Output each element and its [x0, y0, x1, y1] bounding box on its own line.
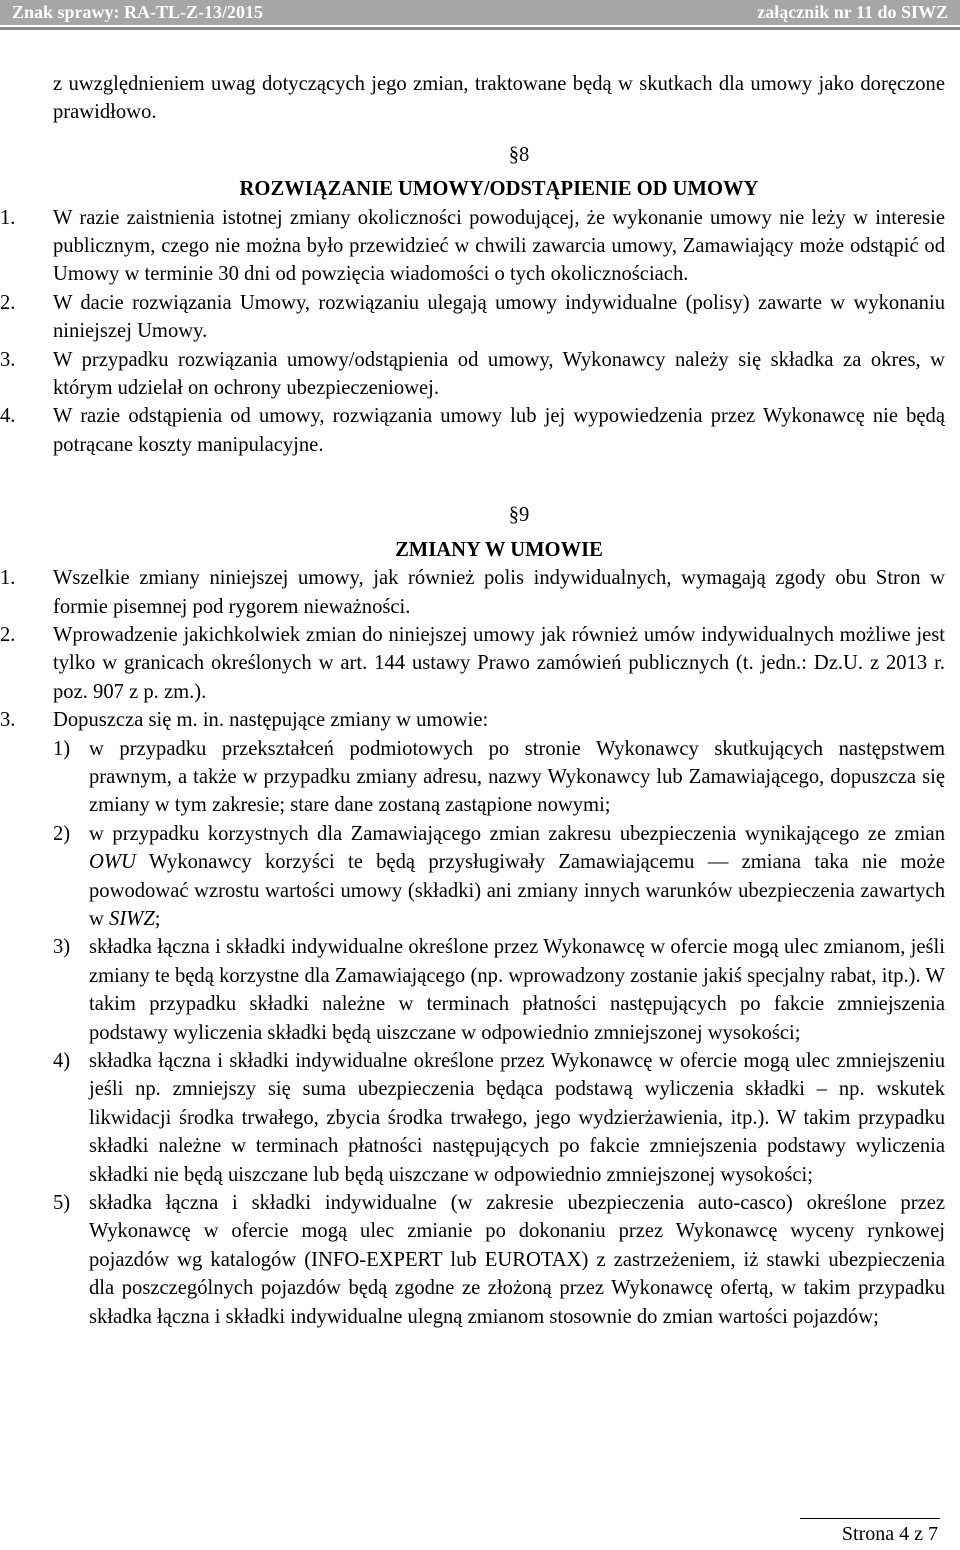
item-number: 1. — [0, 206, 16, 229]
item-number: 2. — [0, 623, 16, 646]
item-number: 4. — [0, 405, 16, 428]
subitem-number: 5) — [53, 1192, 71, 1215]
item-text: Wszelkie zmiany niniejszej umowy, jak również polis indywidualnych, wymagają zgody obu Stron w formie pisemnej pod rygorem nieważności. — [53, 567, 945, 618]
section-8-list — [0, 204, 945, 460]
list-item — [0, 289, 945, 346]
item-number: 2. — [0, 291, 16, 314]
footer-rule — [800, 1518, 940, 1519]
document-body — [0, 70, 945, 1331]
list-item — [0, 621, 945, 706]
subitem-text: składka łączna i składki indywidualne określone przez Wykonawcę w ofercie mogą ulec zmianom, jeśli zmiany te będą korzystne dla Zamawiającego (np. wprowadzony zostanie jakiś specjalny rabat, itp.). W takim przypadku składki należne w terminach płatności następujących po fakcie zmniejszenia podstawy wyliczenia składki będą uiszczane w odpowiednio zmniejszonej wysokości; — [89, 936, 945, 1044]
section-9-number: §9 — [508, 504, 530, 527]
list-item — [0, 402, 945, 459]
case-number: Znak sprawy: RA-TL-Z-13/2015 — [12, 2, 264, 22]
subitem-text: składka łączna i składki indywidualne (w zakresie ubezpieczenia auto-casco) określone przez Wykonawcę w ofercie mogą ulec zmianie po dokonaniu przez Wykonawcę wyceny rynkowej pojazdów wg katalogów (INFO-EXPERT lub EUROTAX) z zastrzeżeniem, iż stawki ubezpieczenia dla poszczególnych pojazdów będą zgodne ze złożoną przez Wykonawcę ofertą, w takim przypadku składka łączna i składki indywidualne ulegną zmianom stosownie do zmian wartości pojazdów; — [89, 1192, 945, 1328]
subitem-text-c: ; — [154, 907, 161, 930]
item-number: 3. — [0, 709, 16, 732]
section-8-title: ROZWIĄZANIE UMOWY/ODSTĄPIENIE OD UMOWY — [239, 178, 759, 201]
item-number: 1. — [0, 567, 16, 590]
siwz-term: SIWZ — [109, 907, 155, 930]
changes-sublist — [53, 735, 945, 1332]
list-item — [0, 706, 945, 1331]
list-item — [0, 346, 945, 403]
sublist-item — [53, 735, 945, 820]
header-rule — [0, 27, 960, 30]
section-9-title: ZMIANY W UMOWIE — [395, 538, 603, 561]
sublist-item — [53, 1047, 945, 1189]
intro-paragraph: z uwzględnieniem uwag dotyczących jego zmian, traktowane będą w skutkach dla umowy jako doręczone prawidłowo. — [53, 73, 945, 124]
subitem-text: składka łączna i składki indywidualne określone przez Wykonawcę w ofercie mogą ulec zmniejszeniu jeśli np. zmniejszy się suma ubezpieczenia będąca podstawą wyliczenia składki – np. wskutek likwidacji środka trwałego, zbycia środka trwałego, jego wydzierżawienia, itp.). W takim przypadku składki należne w terminach płatności następujących po fakcie zmniejszenia podstawy wyliczenia składki nie będą uiszczane lub będą uiszczane w odpowiednio zmniejszonej wysokości; — [89, 1050, 945, 1186]
subitem-number: 1) — [53, 737, 71, 760]
list-item — [0, 204, 945, 289]
sublist-item — [53, 820, 945, 934]
subitem-number: 2) — [53, 822, 71, 845]
attachment-label: załącznik nr 11 do SIWZ — [757, 2, 948, 22]
page-number: Strona 4 z 7 — [841, 1523, 938, 1545]
subitem-text-a: w przypadku korzystnych dla Zamawiającego zmian zakresu ubezpieczenia wynikającego ze zmian — [89, 822, 945, 845]
sublist-item — [53, 1189, 945, 1331]
item-number: 3. — [0, 348, 16, 371]
item-text: W dacie rozwiązania Umowy, rozwiązaniu ulegają umowy indywidualne (polisy) zawarte w wykonaniu niniejszej Umowy. — [53, 291, 945, 343]
item-text: W razie odstąpienia od umowy, rozwiązania umowy lub jej wypowiedzenia przez Wykonawcę nie będą potrącane koszty manipulacyjne. — [53, 405, 945, 456]
subitem-text-b: Wykonawcy korzyści te będą przysługiwały Zamawiającemu — zmiana taka nie może powodować wzrostu wartości umowy (składki) ani zmiany innych warunków ubezpieczenia zawartych w — [89, 851, 945, 930]
subitem-number: 4) — [53, 1050, 71, 1072]
sublist-item — [53, 933, 945, 1047]
owu-term: OWU — [89, 851, 136, 874]
section-8-number: §8 — [508, 143, 530, 166]
page-header — [0, 0, 960, 25]
item-text: Wprowadzenie jakichkolwiek zmian do niniejszej umowy jak również umów indywidualnych możliwe jest tylko w granicach określonych w art. 144 ustawy Prawo zamówień publicznych (t. jedn.: Dz.U. z 2013 r. poz. 907 z p. zm.). — [53, 623, 945, 703]
subitem-number: 3) — [53, 936, 71, 959]
section-9-list — [0, 564, 945, 1331]
item-text: W razie zaistnienia istotnej zmiany okoliczności powodującej, że wykonanie umowy nie leży w interesie publicznym, czego nie można było przewidzieć w chwili zawarcia umowy, Zamawiający może odstąpić od Umowy w terminie 30 dni od powzięcia wiadomości o tych okolicznościach. — [53, 206, 945, 286]
item-text: W przypadku rozwiązania umowy/odstąpienia od umowy, Wykonawcy należy się składka za okres, w którym udzielał on ochrony ubezpieczeniowej. — [53, 348, 945, 400]
subitem-text: w przypadku przekształceń podmiotowych po stronie Wykonawcy skutkujących następstwem prawnym, a także w przypadku zmiany adresu, nazwy Wykonawcy lub Zamawiającego, dopuszcza się zmiany w tym zakresie; stare dane zostaną zastąpione nowymi; — [89, 737, 945, 817]
list-item — [0, 564, 945, 621]
item-text: Dopuszcza się m. in. następujące zmiany w umowie: — [53, 709, 489, 732]
